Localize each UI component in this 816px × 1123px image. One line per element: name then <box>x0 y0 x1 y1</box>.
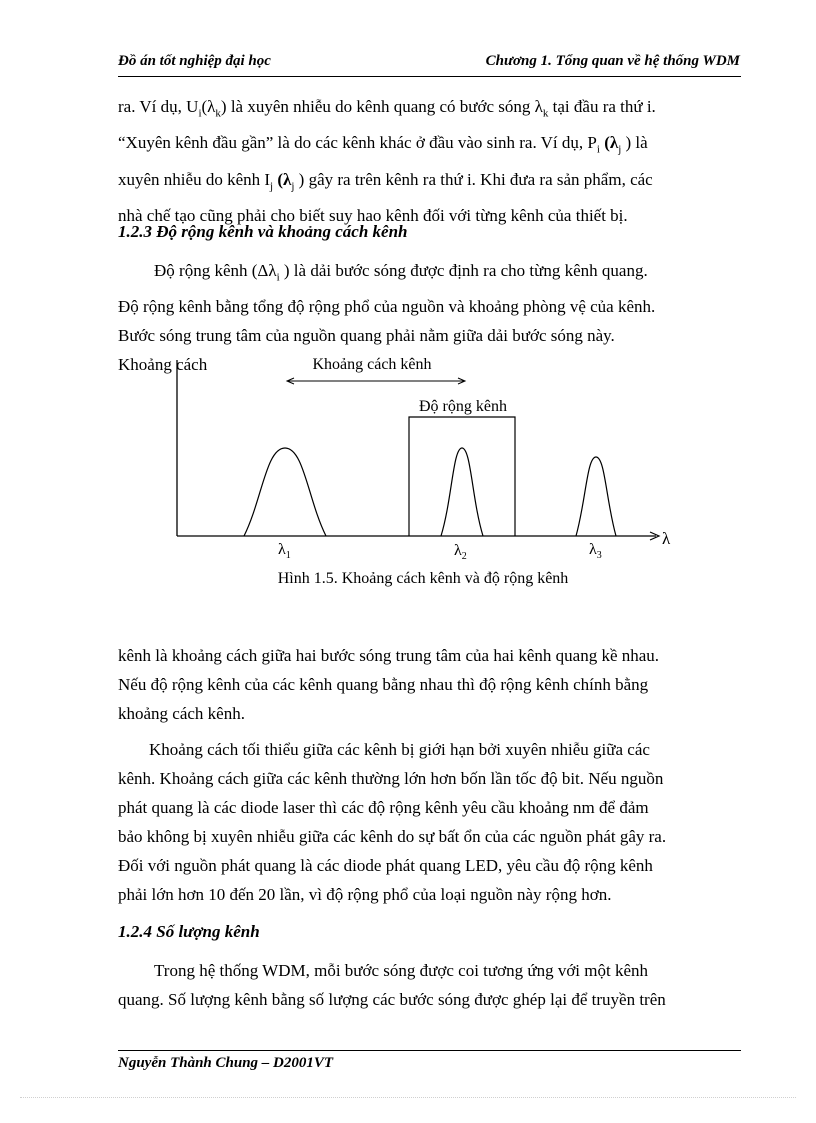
spacing-label: Khoảng cách kênh <box>312 356 432 373</box>
text-line: phải lớn hơn 10 đến 20 lần, vì độ rộng phổ của loại nguồn này rộng hơn. <box>118 885 612 904</box>
text-line: Khoảng cách <box>118 355 208 375</box>
footer-rule <box>118 1050 741 1051</box>
axis-lambda-label: λ <box>662 529 671 548</box>
header-right: Chương 1. Tổng quan về hệ thống WDM <box>485 53 740 69</box>
text-line: ra. Ví dụ, $U_i(\lambda_k)$ là xuyên nhiễu do kênh quang có bước sóng $\lambda_k$ tại đầu ra thứ i. <box>118 97 656 120</box>
text-line: bảo không bị xuyên nhiễu giữa các kênh do sự bất ổn của các nguồn phát gây ra. <box>118 827 667 846</box>
lambda-3-label: $\lambda_3$ <box>589 541 602 561</box>
header-left: Đồ án tốt nghiệp đại học <box>118 53 271 69</box>
text-line: Nếu độ rộng kênh của các kênh quang bằng nhau thì độ rộng kênh chính bằng <box>118 675 649 694</box>
text-line: kênh. Khoảng cách giữa các kênh thường lớn hơn bốn lần tốc độ bit. Nếu nguồn <box>118 769 664 788</box>
text-line: khoảng cách kênh. <box>118 704 245 723</box>
text-line: Độ rộng kênh ($\Delta\lambda_i$ ) là dải bước sóng được định ra cho từng kênh quang. <box>154 261 648 284</box>
text-line: nhà chế tạo cũng phải cho biết suy hao kênh đối với từng kênh của thiết bị. <box>118 206 628 226</box>
footer-author: Nguyễn Thành Chung – D2001VT <box>118 1055 334 1071</box>
text-line: quang. Số lượng kênh bằng số lượng các bước sóng được ghép lại để truyền trên <box>118 990 666 1009</box>
channel-peak-3 <box>576 457 616 536</box>
text-line: Đối với nguồn phát quang là các diode phát quang LED, yêu cầu độ rộng kênh <box>118 856 653 875</box>
lambda-1-label: $\lambda_1$ <box>278 541 291 561</box>
paragraph-3 <box>118 641 741 728</box>
text-line: Độ rộng kênh bằng tổng độ rộng phổ của nguồn và khoảng phòng vệ của kênh. <box>118 297 656 317</box>
figure-1-5 <box>0 340 816 600</box>
lambda-2-label: $\lambda_2$ <box>454 542 467 562</box>
section-heading-1-2-3: 1.2.3 Độ rộng kênh và khoảng cách kênh <box>118 222 408 241</box>
paragraph-4 <box>118 735 741 909</box>
text-line: kênh là khoảng cách giữa hai bước sóng trung tâm của hai kênh quang kề nhau. <box>118 646 660 665</box>
header-rule <box>118 76 741 77</box>
channel-peak-1 <box>244 448 326 536</box>
channel-width-box <box>409 417 515 536</box>
text-line: Trong hệ thống WDM, mỗi bước sóng được coi tương ứng với một kênh <box>154 961 649 980</box>
text-line: Bước sóng trung tâm của nguồn quang phải nằm giữa dải bước sóng này. <box>118 326 615 346</box>
page-edge-dots <box>20 1097 796 1098</box>
text-line: phát quang là các diode laser thì các độ rộng kênh yêu cầu khoảng nm để đảm <box>118 798 649 817</box>
channel-peak-2 <box>441 448 483 536</box>
paragraph-1 <box>118 92 741 230</box>
text-line: xuyên nhiễu do kênh $I_j$ ($\lambda_j$ ) gây ra trên kênh ra thứ i. Khi đưa ra sản phẩm, các <box>118 169 653 193</box>
figure-caption: Hình 1.5. Khoảng cách kênh và độ rộng kênh <box>277 570 569 587</box>
paragraph-5 <box>118 956 741 1014</box>
text-line: “Xuyên kênh đầu gần” là do các kênh khác ở đầu vào sinh ra. Ví dụ, $P_i$ ($\lambda_j$ ) là <box>118 133 648 156</box>
width-label: Độ rộng kênh <box>419 398 507 415</box>
section-heading-1-2-4: 1.2.4 Số lượng kênh <box>118 922 260 941</box>
text-line: Khoảng cách tối thiểu giữa các kênh bị giới hạn bởi xuyên nhiễu giữa các <box>149 740 650 759</box>
